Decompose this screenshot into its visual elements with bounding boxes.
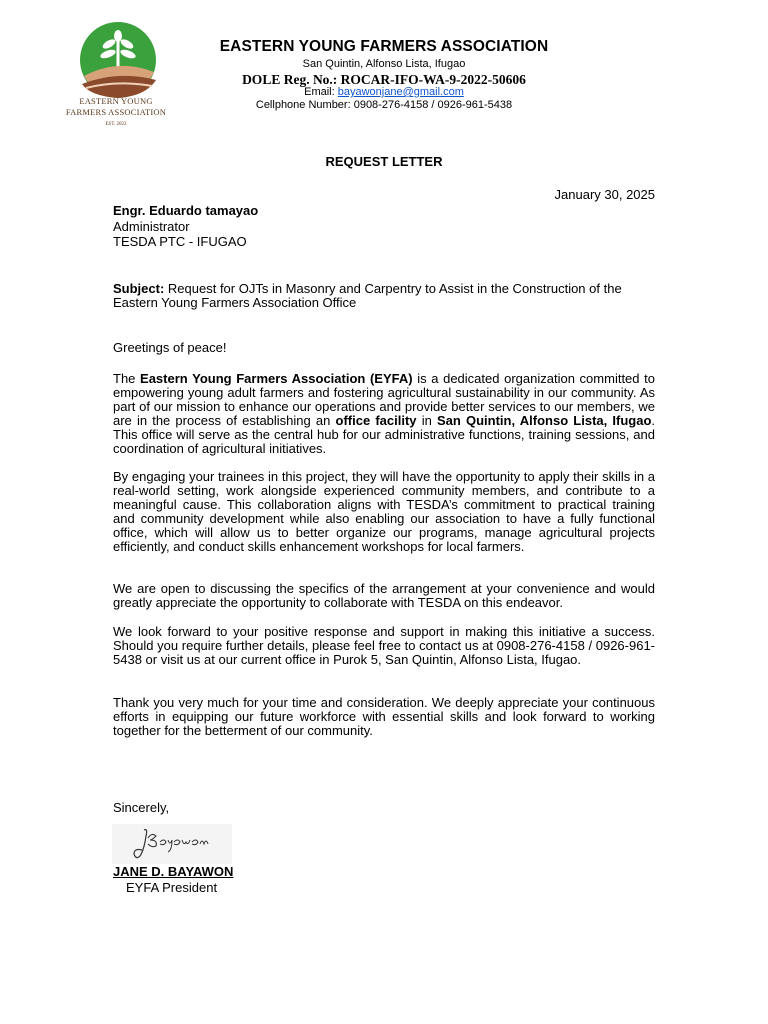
paragraph-1 — [113, 372, 655, 456]
logo-line1: EASTERN YOUNG — [79, 96, 153, 106]
signatory-name: JANE D. BAYAWON — [113, 864, 234, 879]
paragraph-4: We look forward to your positive response and support in making this initiative a success. Should you require further details, please feel free to contact us at 0908-276-4158 / 0926-961-5438 or visit us at our current office in Purok 5, San Quintin, Alfonso Lista, Ifugao. — [113, 624, 655, 667]
logo-wordmark — [52, 96, 180, 118]
signatory-title: EYFA President — [126, 880, 218, 895]
recipient-name: Engr. Eduardo tamayao — [113, 203, 259, 218]
recipient-title: Administrator — [113, 219, 190, 234]
org-name: EASTERN YOUNG FARMERS ASSOCIATION — [219, 38, 549, 55]
p1-location: San Quintin, Alfonso Lista, Ifugao — [436, 413, 652, 428]
cellphone-line: Cellphone Number: 0908-276-4158 / 0926-961-5438 — [255, 99, 513, 111]
paragraph-2: By engaging your trainees in this project, they will have the opportunity to apply their skills in a real-world setting, work alongside experienced community members, and contribute to a meaningful cause. This collaboration aligns with TESDA’s commitment to practical training and community development while also enabling our association to have a fully functional office, which will allow us to better organize our programs, manage agricultural projects efficiently, and conduct skills enhancement workshops for local farmers. — [113, 469, 655, 554]
email-label: Email: — [304, 86, 338, 98]
subject-label: Subject: — [113, 281, 165, 296]
paragraph-5: Thank you very much for your time and consideration. We deeply appreciate your continuous efforts in equipping our future workforce with essential skills and look forward to working together for the betterment of our community. — [113, 695, 655, 738]
subject — [113, 282, 655, 310]
subject-text: Request for OJTs in Masonry and Carpentry to Assist in the Construction of the Eastern Young Farmers Association Office — [113, 281, 622, 310]
paragraph-3: We are open to discussing the specifics of the arrangement at your convenience and would greatly appreciate the opportunity to collaborate with TESDA on this endeavor. — [113, 581, 655, 610]
p1-text-e: in — [416, 413, 437, 428]
handwritten-signature — [112, 824, 232, 864]
org-address: San Quintin, Alfonso Lista, Ifugao — [302, 58, 466, 70]
p1-text-g: . This office will serve as the central hub for our administrative functions, training sessions, and coordination of agricultural initiatives. — [113, 413, 656, 456]
dole-registration: DOLE Reg. No.: ROCAR-IFO-WA-9-2022-50606 — [242, 72, 526, 87]
p1-office-facility: office facility — [335, 413, 417, 428]
p1-text-c: is a dedicated organization committed to empowering young adult farmers and fostering agricultural sustainability in our community. As part of our mission to enhance our operations and provide better services to our members, we are in the process of establishing an — [113, 371, 655, 428]
recipient-org: TESDA PTC - IFUGAO — [113, 234, 247, 249]
letter-date: January 30, 2025 — [554, 187, 655, 202]
p1-text-a: The — [113, 371, 141, 386]
p1-org-name: Eastern Young Farmers Association (EYFA) — [140, 371, 413, 386]
email-line — [180, 86, 588, 98]
logo-est: EST. 2022 — [105, 122, 127, 127]
logo-line2: FARMERS ASSOCIATION — [65, 107, 167, 117]
closing: Sincerely, — [113, 800, 170, 815]
email-link[interactable]: bayawonjane@gmail.com — [337, 86, 464, 98]
greeting: Greetings of peace! — [113, 340, 227, 355]
letter-title: REQUEST LETTER — [325, 154, 443, 169]
